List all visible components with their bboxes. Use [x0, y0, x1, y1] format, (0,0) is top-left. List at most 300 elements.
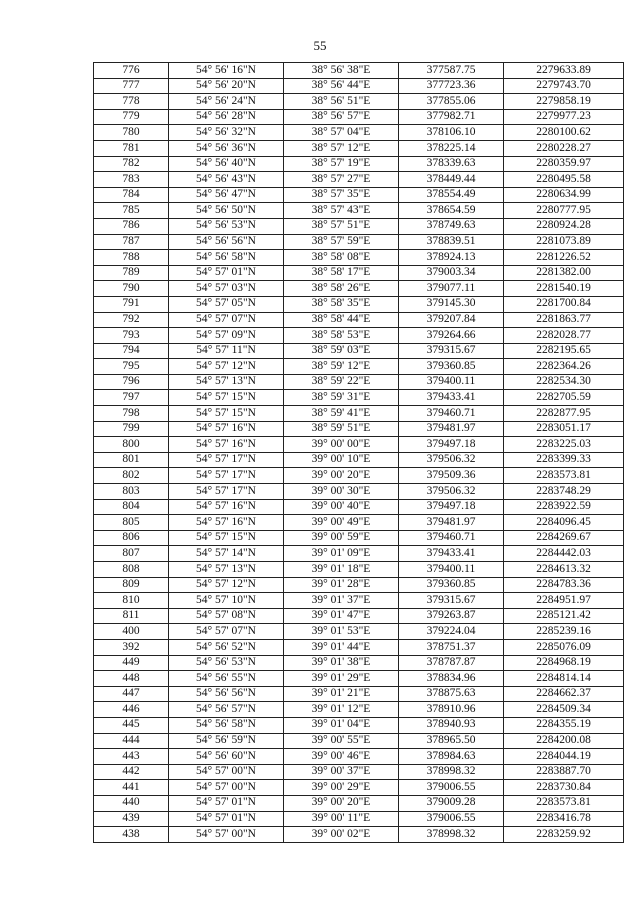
longitude-cell: 39° 01' 18"E: [284, 562, 399, 578]
y-coordinate-cell: 2282705.59: [504, 390, 624, 406]
latitude-cell: 54° 57' 16"N: [169, 421, 284, 437]
longitude-cell: 39° 01' 09"E: [284, 546, 399, 562]
longitude-cell: 39° 00' 59"E: [284, 530, 399, 546]
longitude-cell: 38° 57' 35"E: [284, 187, 399, 203]
point-number-cell: 400: [94, 624, 169, 640]
point-number-cell: 444: [94, 733, 169, 749]
latitude-cell: 54° 57' 17"N: [169, 468, 284, 484]
latitude-cell: 54° 57' 03"N: [169, 281, 284, 297]
y-coordinate-cell: 2282364.26: [504, 359, 624, 375]
point-number-cell: 440: [94, 795, 169, 811]
point-number-cell: 439: [94, 811, 169, 827]
longitude-cell: 38° 59' 12"E: [284, 359, 399, 375]
table-row: [94, 359, 624, 375]
x-coordinate-cell: 377855.06: [399, 94, 504, 110]
latitude-cell: 54° 56' 58"N: [169, 717, 284, 733]
coordinates-table: [93, 62, 624, 843]
latitude-cell: 54° 57' 00"N: [169, 764, 284, 780]
point-number-cell: 802: [94, 468, 169, 484]
longitude-cell: 38° 57' 51"E: [284, 218, 399, 234]
point-number-cell: 783: [94, 172, 169, 188]
longitude-cell: 39° 00' 37"E: [284, 764, 399, 780]
table-row: [94, 717, 624, 733]
point-number-cell: 784: [94, 187, 169, 203]
table-row: [94, 421, 624, 437]
table-row: [94, 733, 624, 749]
longitude-cell: 39° 01' 28"E: [284, 577, 399, 593]
point-number-cell: 805: [94, 515, 169, 531]
x-coordinate-cell: 379264.66: [399, 328, 504, 344]
latitude-cell: 54° 57' 11"N: [169, 343, 284, 359]
latitude-cell: 54° 57' 12"N: [169, 359, 284, 375]
latitude-cell: 54° 57' 17"N: [169, 452, 284, 468]
table-row: [94, 577, 624, 593]
x-coordinate-cell: 378225.14: [399, 140, 504, 156]
longitude-cell: 38° 58' 26"E: [284, 281, 399, 297]
point-number-cell: 781: [94, 140, 169, 156]
y-coordinate-cell: 2279633.89: [504, 63, 624, 79]
longitude-cell: 38° 58' 08"E: [284, 250, 399, 266]
longitude-cell: 38° 57' 27"E: [284, 172, 399, 188]
point-number-cell: 790: [94, 281, 169, 297]
x-coordinate-cell: 379481.97: [399, 421, 504, 437]
longitude-cell: 38° 59' 41"E: [284, 406, 399, 422]
longitude-cell: 38° 59' 22"E: [284, 374, 399, 390]
table-row: [94, 811, 624, 827]
point-number-cell: 798: [94, 406, 169, 422]
table-row: [94, 281, 624, 297]
longitude-cell: 39° 00' 20"E: [284, 795, 399, 811]
y-coordinate-cell: 2284951.97: [504, 593, 624, 609]
y-coordinate-cell: 2284613.32: [504, 562, 624, 578]
table-row: [94, 390, 624, 406]
table-row: [94, 437, 624, 453]
x-coordinate-cell: 379400.11: [399, 562, 504, 578]
table-row: [94, 109, 624, 125]
longitude-cell: 39° 00' 55"E: [284, 733, 399, 749]
point-number-cell: 449: [94, 655, 169, 671]
table-row: [94, 187, 624, 203]
x-coordinate-cell: 378875.63: [399, 686, 504, 702]
x-coordinate-cell: 378984.63: [399, 749, 504, 765]
longitude-cell: 38° 57' 59"E: [284, 234, 399, 250]
point-number-cell: 776: [94, 63, 169, 79]
x-coordinate-cell: 379224.04: [399, 624, 504, 640]
longitude-cell: 39° 00' 00"E: [284, 437, 399, 453]
y-coordinate-cell: 2284269.67: [504, 530, 624, 546]
x-coordinate-cell: 378787.87: [399, 655, 504, 671]
point-number-cell: 793: [94, 328, 169, 344]
longitude-cell: 38° 58' 35"E: [284, 296, 399, 312]
y-coordinate-cell: 2280634.99: [504, 187, 624, 203]
point-number-cell: 788: [94, 250, 169, 266]
table-row: [94, 452, 624, 468]
x-coordinate-cell: 379207.84: [399, 312, 504, 328]
longitude-cell: 39° 00' 02"E: [284, 827, 399, 843]
x-coordinate-cell: 378751.37: [399, 639, 504, 655]
point-number-cell: 441: [94, 780, 169, 796]
point-number-cell: 787: [94, 234, 169, 250]
latitude-cell: 54° 57' 07"N: [169, 312, 284, 328]
table-row: [94, 78, 624, 94]
longitude-cell: 38° 57' 19"E: [284, 156, 399, 172]
x-coordinate-cell: 379003.34: [399, 265, 504, 281]
x-coordinate-cell: 379509.36: [399, 468, 504, 484]
latitude-cell: 54° 57' 01"N: [169, 795, 284, 811]
table-row: [94, 749, 624, 765]
latitude-cell: 54° 56' 59"N: [169, 733, 284, 749]
x-coordinate-cell: 378749.63: [399, 218, 504, 234]
table-row: [94, 593, 624, 609]
x-coordinate-cell: 379481.97: [399, 515, 504, 531]
point-number-cell: 803: [94, 484, 169, 500]
x-coordinate-cell: 379497.18: [399, 499, 504, 515]
y-coordinate-cell: 2283573.81: [504, 468, 624, 484]
table-row: [94, 468, 624, 484]
latitude-cell: 54° 57' 01"N: [169, 265, 284, 281]
longitude-cell: 38° 56' 57"E: [284, 109, 399, 125]
x-coordinate-cell: 378654.59: [399, 203, 504, 219]
x-coordinate-cell: 379006.55: [399, 780, 504, 796]
y-coordinate-cell: 2281073.89: [504, 234, 624, 250]
y-coordinate-cell: 2280100.62: [504, 125, 624, 141]
point-number-cell: 786: [94, 218, 169, 234]
longitude-cell: 39° 00' 49"E: [284, 515, 399, 531]
longitude-cell: 39° 01' 21"E: [284, 686, 399, 702]
latitude-cell: 54° 57' 12"N: [169, 577, 284, 593]
x-coordinate-cell: 379009.28: [399, 795, 504, 811]
table-row: [94, 156, 624, 172]
latitude-cell: 54° 57' 07"N: [169, 624, 284, 640]
longitude-cell: 38° 59' 03"E: [284, 343, 399, 359]
table-row: [94, 764, 624, 780]
y-coordinate-cell: 2285239.16: [504, 624, 624, 640]
longitude-cell: 39° 01' 29"E: [284, 671, 399, 687]
point-number-cell: 443: [94, 749, 169, 765]
y-coordinate-cell: 2283730.84: [504, 780, 624, 796]
point-number-cell: 800: [94, 437, 169, 453]
table-row: [94, 250, 624, 266]
y-coordinate-cell: 2281700.84: [504, 296, 624, 312]
latitude-cell: 54° 57' 16"N: [169, 437, 284, 453]
point-number-cell: 809: [94, 577, 169, 593]
point-number-cell: 446: [94, 702, 169, 718]
latitude-cell: 54° 56' 28"N: [169, 109, 284, 125]
x-coordinate-cell: 378554.49: [399, 187, 504, 203]
point-number-cell: 795: [94, 359, 169, 375]
table-row: [94, 562, 624, 578]
latitude-cell: 54° 56' 50"N: [169, 203, 284, 219]
y-coordinate-cell: 2283922.59: [504, 499, 624, 515]
latitude-cell: 54° 56' 52"N: [169, 639, 284, 655]
table-row: [94, 172, 624, 188]
x-coordinate-cell: 378106.10: [399, 125, 504, 141]
longitude-cell: 38° 57' 04"E: [284, 125, 399, 141]
table-row: [94, 686, 624, 702]
point-number-cell: 778: [94, 94, 169, 110]
latitude-cell: 54° 57' 16"N: [169, 515, 284, 531]
longitude-cell: 38° 58' 53"E: [284, 328, 399, 344]
point-number-cell: 801: [94, 452, 169, 468]
y-coordinate-cell: 2281540.19: [504, 281, 624, 297]
latitude-cell: 54° 57' 05"N: [169, 296, 284, 312]
table-row: [94, 827, 624, 843]
y-coordinate-cell: 2283748.29: [504, 484, 624, 500]
x-coordinate-cell: 379360.85: [399, 359, 504, 375]
latitude-cell: 54° 57' 15"N: [169, 530, 284, 546]
latitude-cell: 54° 56' 58"N: [169, 250, 284, 266]
table-row: [94, 484, 624, 500]
point-number-cell: 438: [94, 827, 169, 843]
x-coordinate-cell: 379460.71: [399, 406, 504, 422]
x-coordinate-cell: 379263.87: [399, 608, 504, 624]
y-coordinate-cell: 2285121.42: [504, 608, 624, 624]
y-coordinate-cell: 2283573.81: [504, 795, 624, 811]
point-number-cell: 447: [94, 686, 169, 702]
longitude-cell: 39° 01' 12"E: [284, 702, 399, 718]
table-row: [94, 795, 624, 811]
latitude-cell: 54° 56' 55"N: [169, 671, 284, 687]
y-coordinate-cell: 2282534.30: [504, 374, 624, 390]
latitude-cell: 54° 57' 17"N: [169, 484, 284, 500]
longitude-cell: 39° 00' 29"E: [284, 780, 399, 796]
table-row: [94, 218, 624, 234]
longitude-cell: 39° 01' 37"E: [284, 593, 399, 609]
x-coordinate-cell: 377587.75: [399, 63, 504, 79]
point-number-cell: 807: [94, 546, 169, 562]
latitude-cell: 54° 57' 15"N: [169, 406, 284, 422]
longitude-cell: 38° 59' 31"E: [284, 390, 399, 406]
y-coordinate-cell: 2280359.97: [504, 156, 624, 172]
point-number-cell: 808: [94, 562, 169, 578]
y-coordinate-cell: 2281863.77: [504, 312, 624, 328]
point-number-cell: 806: [94, 530, 169, 546]
latitude-cell: 54° 56' 53"N: [169, 655, 284, 671]
latitude-cell: 54° 56' 24"N: [169, 94, 284, 110]
table-row: [94, 343, 624, 359]
x-coordinate-cell: 379145.30: [399, 296, 504, 312]
x-coordinate-cell: 378998.32: [399, 827, 504, 843]
x-coordinate-cell: 379315.67: [399, 343, 504, 359]
x-coordinate-cell: 379460.71: [399, 530, 504, 546]
point-number-cell: 799: [94, 421, 169, 437]
y-coordinate-cell: 2281382.00: [504, 265, 624, 281]
y-coordinate-cell: 2283051.17: [504, 421, 624, 437]
point-number-cell: 811: [94, 608, 169, 624]
table-row: [94, 125, 624, 141]
table-row: [94, 608, 624, 624]
longitude-cell: 39° 00' 40"E: [284, 499, 399, 515]
table-row: [94, 94, 624, 110]
table-row: [94, 639, 624, 655]
table-row: [94, 140, 624, 156]
longitude-cell: 39° 01' 53"E: [284, 624, 399, 640]
longitude-cell: 39° 00' 20"E: [284, 468, 399, 484]
latitude-cell: 54° 57' 10"N: [169, 593, 284, 609]
x-coordinate-cell: 377723.36: [399, 78, 504, 94]
y-coordinate-cell: 2284044.19: [504, 749, 624, 765]
latitude-cell: 54° 57' 09"N: [169, 328, 284, 344]
y-coordinate-cell: 2284814.14: [504, 671, 624, 687]
x-coordinate-cell: 379006.55: [399, 811, 504, 827]
longitude-cell: 39° 00' 11"E: [284, 811, 399, 827]
latitude-cell: 54° 56' 57"N: [169, 702, 284, 718]
point-number-cell: 782: [94, 156, 169, 172]
point-number-cell: 392: [94, 639, 169, 655]
table-row: [94, 655, 624, 671]
table-row: [94, 374, 624, 390]
longitude-cell: 38° 57' 43"E: [284, 203, 399, 219]
point-number-cell: 794: [94, 343, 169, 359]
y-coordinate-cell: 2283259.92: [504, 827, 624, 843]
latitude-cell: 54° 56' 32"N: [169, 125, 284, 141]
x-coordinate-cell: 379360.85: [399, 577, 504, 593]
y-coordinate-cell: 2284783.36: [504, 577, 624, 593]
y-coordinate-cell: 2279858.19: [504, 94, 624, 110]
page-number: 55: [313, 38, 327, 53]
y-coordinate-cell: 2282877.95: [504, 406, 624, 422]
point-number-cell: 445: [94, 717, 169, 733]
y-coordinate-cell: 2282195.65: [504, 343, 624, 359]
table-row: [94, 312, 624, 328]
x-coordinate-cell: 379077.11: [399, 281, 504, 297]
x-coordinate-cell: 379506.32: [399, 452, 504, 468]
latitude-cell: 54° 57' 14"N: [169, 546, 284, 562]
point-number-cell: 797: [94, 390, 169, 406]
latitude-cell: 54° 57' 08"N: [169, 608, 284, 624]
latitude-cell: 54° 56' 40"N: [169, 156, 284, 172]
latitude-cell: 54° 57' 00"N: [169, 780, 284, 796]
latitude-cell: 54° 57' 13"N: [169, 374, 284, 390]
longitude-cell: 39° 00' 30"E: [284, 484, 399, 500]
table-row: [94, 530, 624, 546]
y-coordinate-cell: 2280777.95: [504, 203, 624, 219]
point-number-cell: 789: [94, 265, 169, 281]
x-coordinate-cell: 379433.41: [399, 546, 504, 562]
point-number-cell: 804: [94, 499, 169, 515]
point-number-cell: 780: [94, 125, 169, 141]
table-row: [94, 780, 624, 796]
y-coordinate-cell: 2284509.34: [504, 702, 624, 718]
longitude-cell: 38° 56' 51"E: [284, 94, 399, 110]
x-coordinate-cell: 378449.44: [399, 172, 504, 188]
x-coordinate-cell: 378839.51: [399, 234, 504, 250]
latitude-cell: 54° 56' 56"N: [169, 234, 284, 250]
table-row: [94, 265, 624, 281]
longitude-cell: 39° 01' 44"E: [284, 639, 399, 655]
longitude-cell: 38° 57' 12"E: [284, 140, 399, 156]
y-coordinate-cell: 2284968.19: [504, 655, 624, 671]
latitude-cell: 54° 56' 60"N: [169, 749, 284, 765]
latitude-cell: 54° 56' 47"N: [169, 187, 284, 203]
table-row: [94, 546, 624, 562]
table-row: [94, 499, 624, 515]
y-coordinate-cell: 2284096.45: [504, 515, 624, 531]
y-coordinate-cell: 2283399.33: [504, 452, 624, 468]
x-coordinate-cell: 378924.13: [399, 250, 504, 266]
x-coordinate-cell: 378998.32: [399, 764, 504, 780]
point-number-cell: 448: [94, 671, 169, 687]
point-number-cell: 791: [94, 296, 169, 312]
latitude-cell: 54° 57' 01"N: [169, 811, 284, 827]
y-coordinate-cell: 2284200.08: [504, 733, 624, 749]
longitude-cell: 38° 59' 51"E: [284, 421, 399, 437]
y-coordinate-cell: 2284355.19: [504, 717, 624, 733]
y-coordinate-cell: 2283416.78: [504, 811, 624, 827]
x-coordinate-cell: 377982.71: [399, 109, 504, 125]
x-coordinate-cell: 379400.11: [399, 374, 504, 390]
table-row: [94, 515, 624, 531]
x-coordinate-cell: 379433.41: [399, 390, 504, 406]
longitude-cell: 39° 00' 46"E: [284, 749, 399, 765]
table-row: [94, 203, 624, 219]
longitude-cell: 39° 01' 47"E: [284, 608, 399, 624]
longitude-cell: 39° 00' 10"E: [284, 452, 399, 468]
point-number-cell: 810: [94, 593, 169, 609]
table-row: [94, 234, 624, 250]
latitude-cell: 54° 57' 16"N: [169, 499, 284, 515]
y-coordinate-cell: 2283225.03: [504, 437, 624, 453]
table-row: [94, 624, 624, 640]
point-number-cell: 792: [94, 312, 169, 328]
longitude-cell: 39° 01' 38"E: [284, 655, 399, 671]
latitude-cell: 54° 57' 13"N: [169, 562, 284, 578]
longitude-cell: 38° 56' 44"E: [284, 78, 399, 94]
longitude-cell: 38° 58' 44"E: [284, 312, 399, 328]
y-coordinate-cell: 2280495.58: [504, 172, 624, 188]
longitude-cell: 38° 56' 38"E: [284, 63, 399, 79]
y-coordinate-cell: 2279977.23: [504, 109, 624, 125]
y-coordinate-cell: 2280228.27: [504, 140, 624, 156]
y-coordinate-cell: 2285076.09: [504, 639, 624, 655]
table-row: [94, 702, 624, 718]
latitude-cell: 54° 56' 20"N: [169, 78, 284, 94]
x-coordinate-cell: 379506.32: [399, 484, 504, 500]
latitude-cell: 54° 57' 00"N: [169, 827, 284, 843]
x-coordinate-cell: 379315.67: [399, 593, 504, 609]
x-coordinate-cell: 378940.93: [399, 717, 504, 733]
coordinates-table-body: [94, 63, 624, 843]
latitude-cell: 54° 56' 53"N: [169, 218, 284, 234]
x-coordinate-cell: 378339.63: [399, 156, 504, 172]
table-row: [94, 328, 624, 344]
longitude-cell: 38° 58' 17"E: [284, 265, 399, 281]
x-coordinate-cell: 378965.50: [399, 733, 504, 749]
latitude-cell: 54° 56' 56"N: [169, 686, 284, 702]
latitude-cell: 54° 56' 36"N: [169, 140, 284, 156]
longitude-cell: 39° 01' 04"E: [284, 717, 399, 733]
x-coordinate-cell: 378910.96: [399, 702, 504, 718]
point-number-cell: 777: [94, 78, 169, 94]
table-row: [94, 671, 624, 687]
y-coordinate-cell: 2281226.52: [504, 250, 624, 266]
y-coordinate-cell: 2279743.70: [504, 78, 624, 94]
y-coordinate-cell: 2284662.37: [504, 686, 624, 702]
table-row: [94, 296, 624, 312]
x-coordinate-cell: 378834.96: [399, 671, 504, 687]
point-number-cell: 796: [94, 374, 169, 390]
y-coordinate-cell: 2280924.28: [504, 218, 624, 234]
y-coordinate-cell: 2282028.77: [504, 328, 624, 344]
table-row: [94, 406, 624, 422]
point-number-cell: 785: [94, 203, 169, 219]
latitude-cell: 54° 56' 16"N: [169, 63, 284, 79]
point-number-cell: 442: [94, 764, 169, 780]
x-coordinate-cell: 379497.18: [399, 437, 504, 453]
point-number-cell: 779: [94, 109, 169, 125]
latitude-cell: 54° 57' 15"N: [169, 390, 284, 406]
latitude-cell: 54° 56' 43"N: [169, 172, 284, 188]
